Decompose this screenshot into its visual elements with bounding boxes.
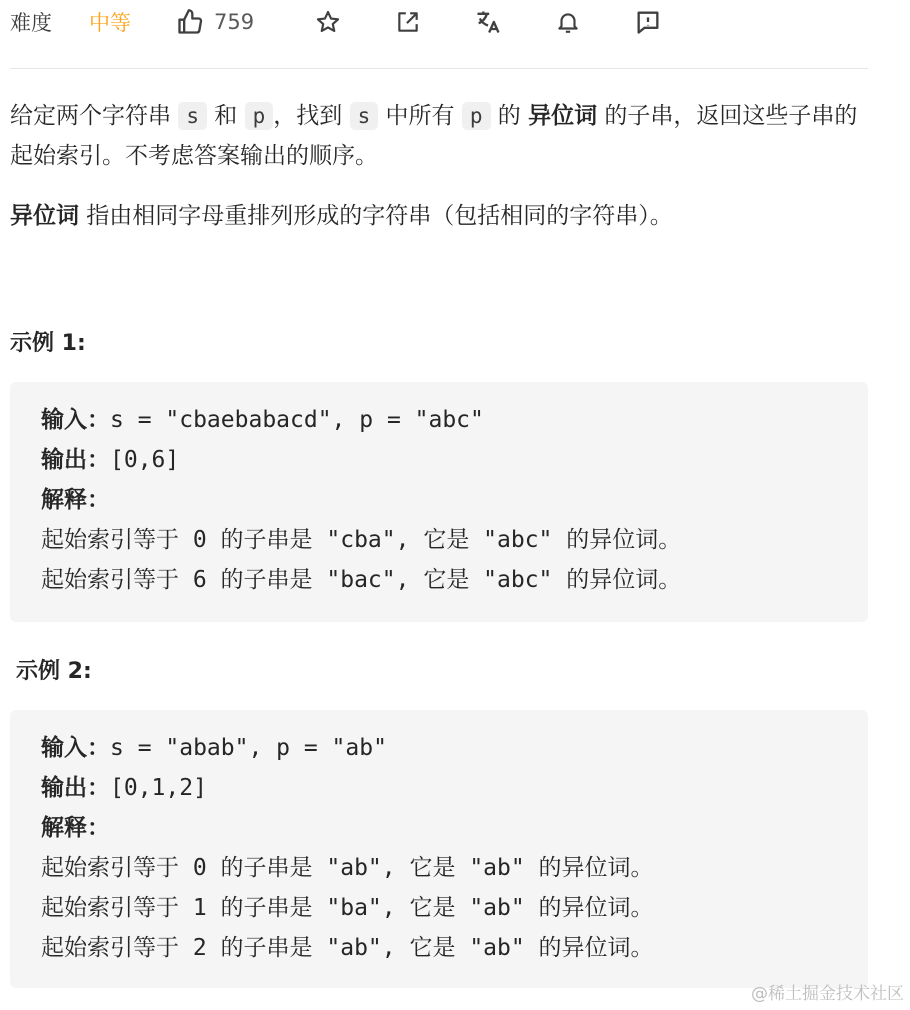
example-output-line <box>41 440 681 480</box>
difficulty-label: 难度 <box>10 11 52 35</box>
inline-code-p: p <box>462 102 491 130</box>
difficulty-value: 中等 <box>89 11 131 35</box>
output-label: 输出： <box>41 447 110 473</box>
share-button[interactable] <box>392 6 424 38</box>
example-explain-line <box>41 808 654 848</box>
inline-code-s: s <box>178 102 207 130</box>
example-input-line <box>41 400 681 440</box>
example-1-title: 示例 1: <box>10 331 86 356</box>
like-button[interactable] <box>176 6 254 38</box>
anagram-definition <box>10 196 870 236</box>
example-2-title: 示例 2: <box>16 659 92 684</box>
input-label: 输入： <box>41 407 110 433</box>
explain-text: 起始索引等于 6 的子串是 "bac", 它是 "abc" 的异位词。 <box>41 567 682 593</box>
desc-text: ，找到 <box>273 103 350 129</box>
example-input-line <box>41 728 654 768</box>
feedback-icon <box>634 8 662 36</box>
explain-label: 解释： <box>41 487 110 513</box>
explain-text: 起始索引等于 2 的子串是 "ab", 它是 "ab" 的异位词。 <box>41 935 654 961</box>
like-count: 759 <box>214 10 255 34</box>
explain-label: 解释： <box>41 815 110 841</box>
output-value: [0,1,2] <box>110 775 207 801</box>
example-1-block <box>10 382 868 622</box>
example-explain-line <box>41 480 681 520</box>
toolbar-divider <box>10 68 868 69</box>
input-value: s = "cbaebabacd", p = "abc" <box>110 407 484 433</box>
explain-text: 起始索引等于 0 的子串是 "ab", 它是 "ab" 的异位词。 <box>41 855 654 881</box>
example-output-line <box>41 768 654 808</box>
term-anagram: 异位词 <box>10 203 79 229</box>
notification-button[interactable] <box>552 6 584 38</box>
explain-text: 起始索引等于 1 的子串是 "ba", 它是 "ab" 的异位词。 <box>41 895 654 921</box>
inline-code-p: p <box>245 102 274 130</box>
desc-text: 的子串，返回这些子串的起始索引。不考虑答案输出的顺序。 <box>10 103 858 169</box>
input-label: 输入： <box>41 735 110 761</box>
desc-text: 和 <box>206 103 245 129</box>
favorite-button[interactable] <box>312 6 344 38</box>
inline-code-s: s <box>350 102 379 130</box>
problem-toolbar <box>10 0 870 44</box>
desc-text: 给定两个字符串 <box>10 103 179 129</box>
watermark: @稀土掘金技术社区 <box>751 984 904 1004</box>
problem-description <box>10 96 870 176</box>
example-2-block <box>10 710 868 988</box>
desc-text: 中所有 <box>378 103 462 129</box>
term-anagram: 异位词 <box>528 103 598 129</box>
output-label: 输出： <box>41 775 110 801</box>
bell-icon <box>555 9 581 35</box>
explain-text: 起始索引等于 0 的子串是 "cba", 它是 "abc" 的异位词。 <box>41 527 682 553</box>
definition-text: 指由相同字母重排列形成的字符串（包括相同的字符串）。 <box>79 203 673 229</box>
share-icon <box>395 9 421 35</box>
thumbs-up-icon <box>176 8 204 36</box>
translate-icon <box>474 8 502 36</box>
desc-text: 的 <box>490 103 529 129</box>
translate-button[interactable] <box>472 6 504 38</box>
input-value: s = "abab", p = "ab" <box>110 735 387 761</box>
feedback-button[interactable] <box>632 6 664 38</box>
output-value: [0,6] <box>110 447 180 473</box>
star-icon <box>315 9 341 35</box>
